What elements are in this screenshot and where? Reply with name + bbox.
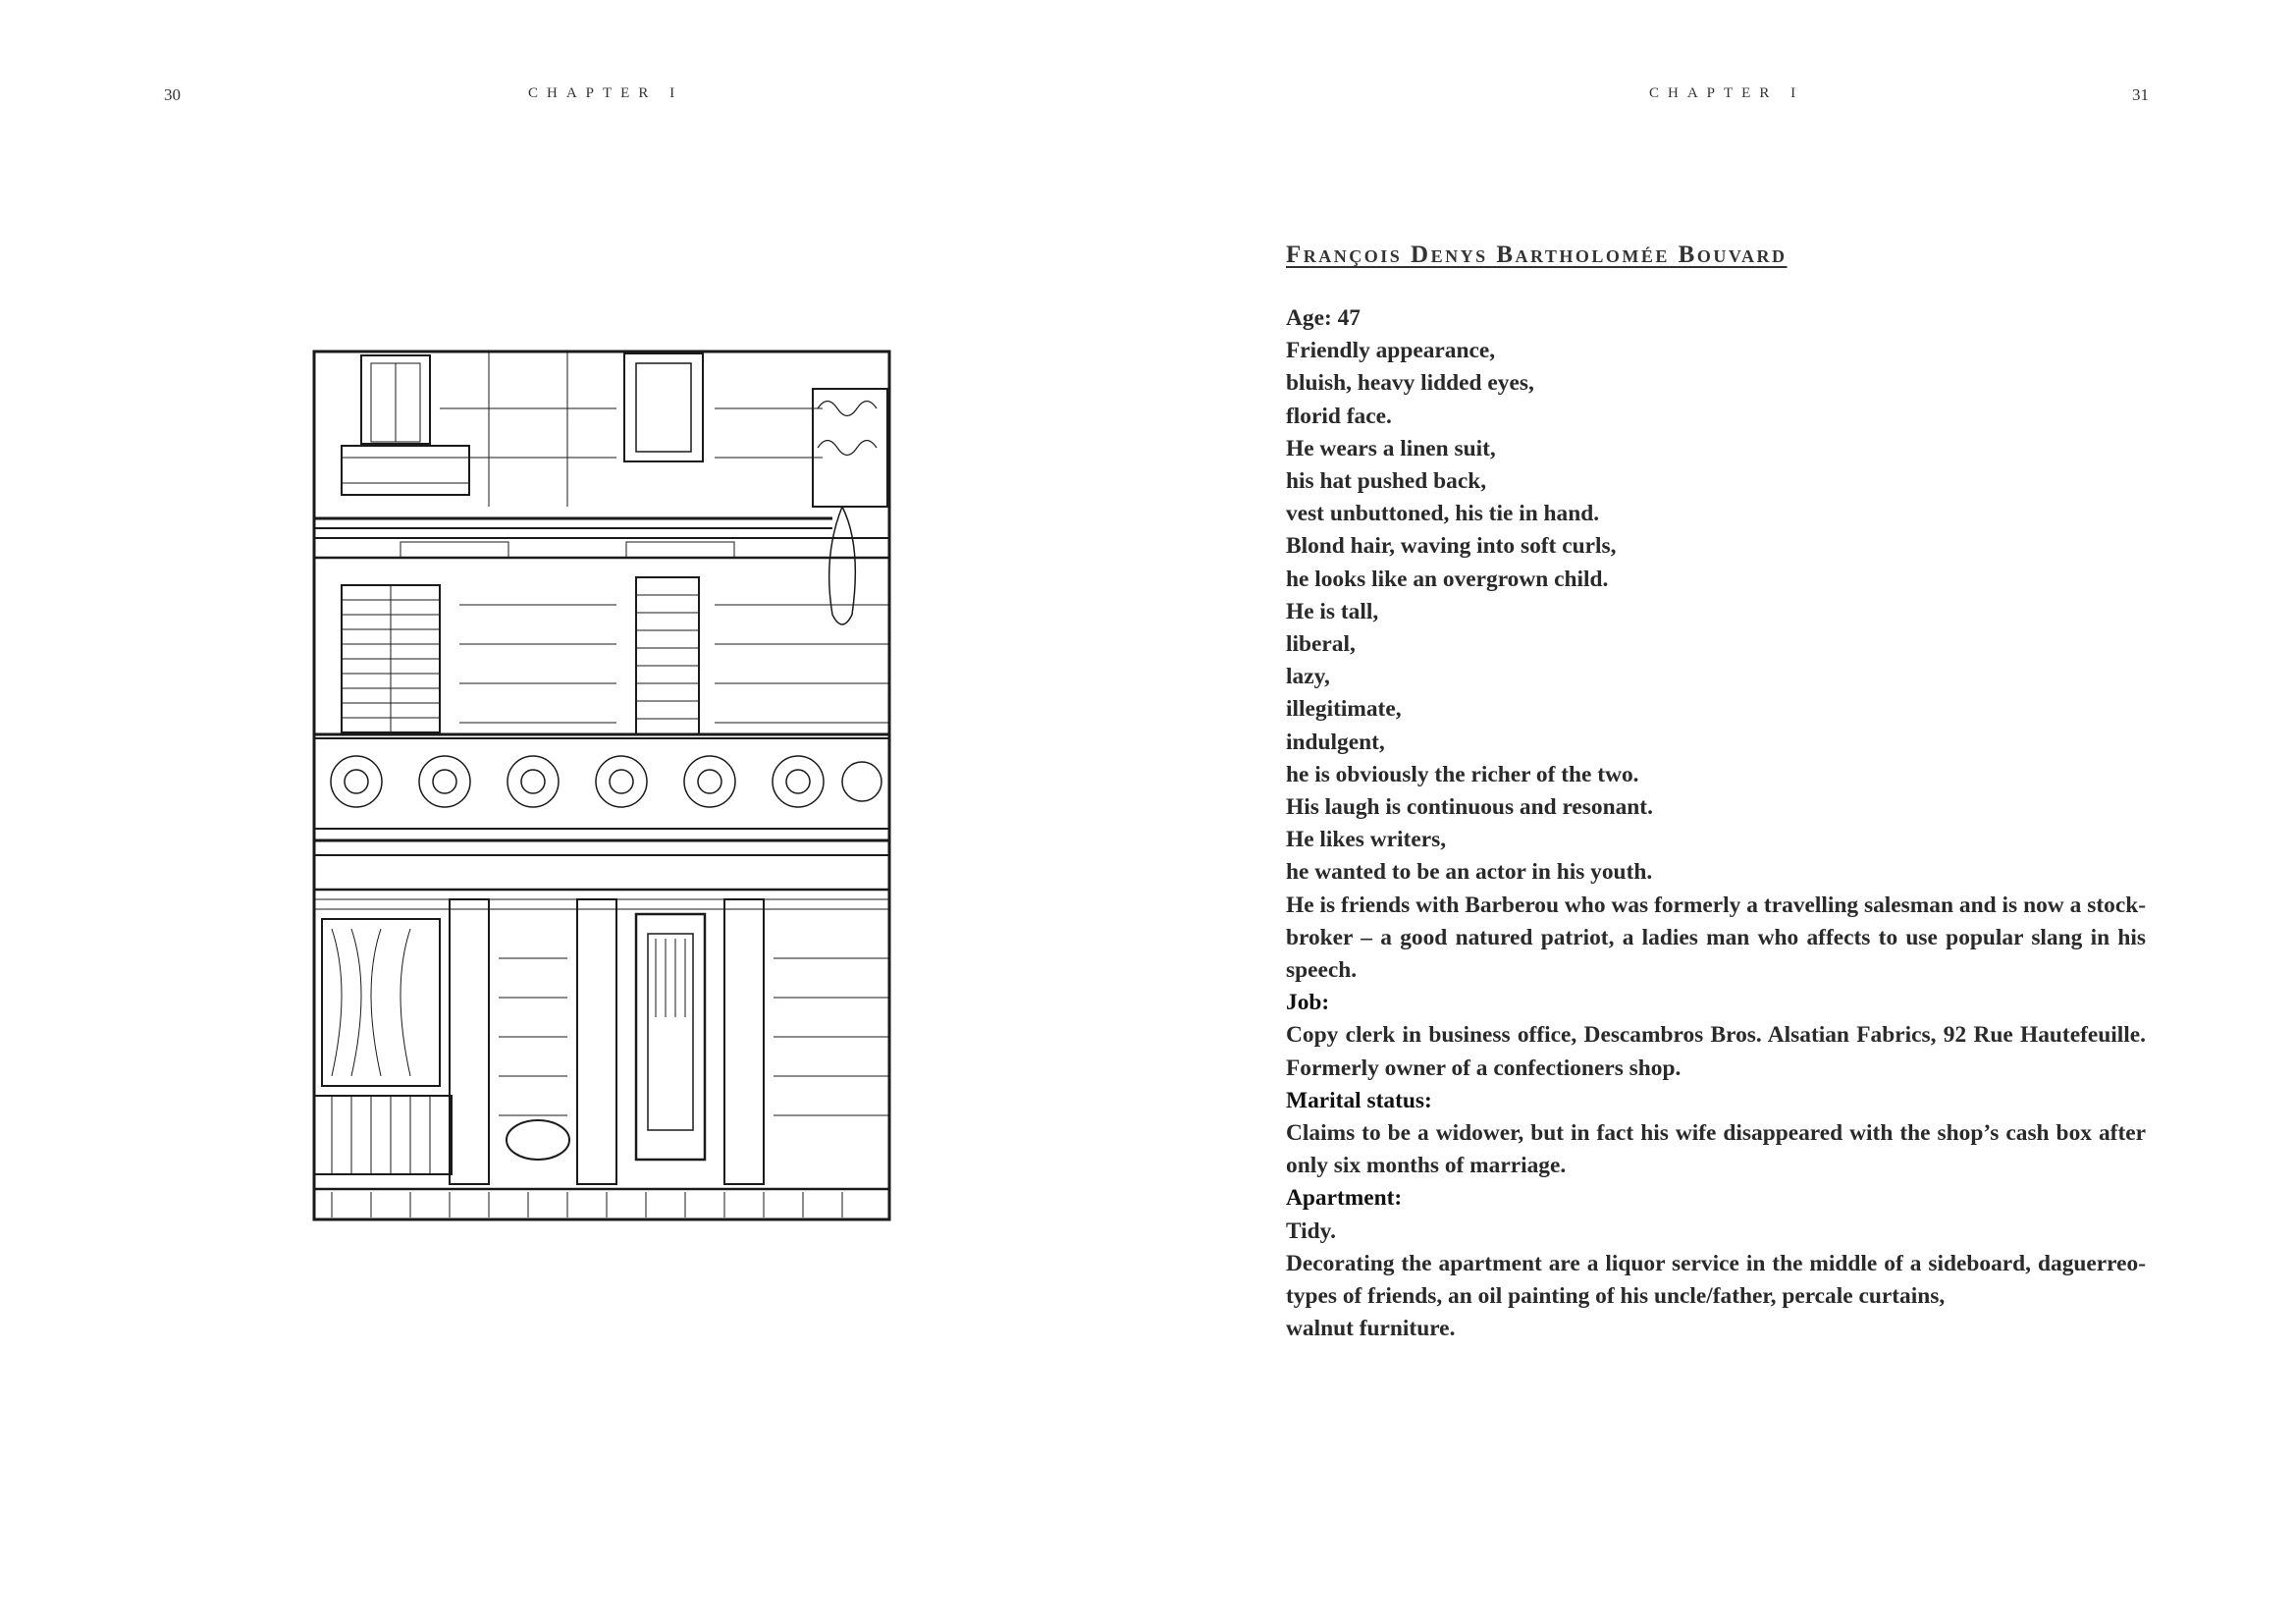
profile-line: Tidy. [1286, 1217, 1336, 1244]
profile-line: Age: 47 [1286, 305, 1361, 331]
profile-line: speech. [1286, 957, 1358, 984]
profile-line: His laugh is continuous and resonant. [1286, 794, 1653, 821]
profile-line: Decorating the apartment are a liquor service in the middle of a sideboard, daguerreo- [1286, 1250, 2146, 1276]
page-number-right: 31 [2132, 85, 2149, 104]
profile-line: his hat pushed back, [1286, 468, 1487, 495]
profile-body [1286, 302, 2146, 1346]
profile-line: indulgent, [1286, 729, 1385, 755]
building-facade-drawing-icon [312, 350, 891, 1221]
profile-line: liberal, [1286, 631, 1356, 658]
profile-section-heading: Job: [1286, 990, 1330, 1016]
profile-line: bluish, heavy lidded eyes, [1286, 370, 1534, 397]
profile-line: Formerly owner of a confectioners shop. [1286, 1055, 1682, 1081]
profile-line: florid face. [1286, 403, 1392, 429]
profile-title: François Denys Bartholomée Bouvard [1286, 242, 1788, 268]
profile-line: illegitimate, [1286, 696, 1402, 723]
profile-line: He wears a linen suit, [1286, 435, 1496, 461]
profile-line: types of friends, an oil painting of his uncle/father, percale curtains, [1286, 1283, 1946, 1310]
profile-line: Claims to be a widower, but in fact his wife disappeared with the shop’s cash box after [1286, 1120, 2146, 1147]
profile-text-column [1286, 242, 2146, 1346]
profile-line: He is tall, [1286, 598, 1379, 624]
profile-line: Blond hair, waving into soft curls, [1286, 533, 1617, 560]
profile-line: he is obviously the richer of the two. [1286, 761, 1639, 787]
profile-line: vest unbuttoned, his tie in hand. [1286, 501, 1600, 527]
profile-line: lazy, [1286, 664, 1330, 690]
page-number-left: 30 [164, 85, 181, 104]
profile-line: only six months of marriage. [1286, 1153, 1567, 1179]
profile-section-heading: Marital status: [1286, 1087, 1432, 1113]
running-head-right: CHAPTER I [1649, 85, 1805, 101]
profile-line: broker – a good natured patriot, a ladies man who affects to use popular slang in his [1286, 924, 2146, 950]
profile-line: he looks like an overgrown child. [1286, 566, 1609, 592]
running-head-left: CHAPTER I [528, 85, 684, 101]
profile-line: Friendly appearance, [1286, 338, 1496, 364]
profile-line: He is friends with Barberou who was formerly a travelling salesman and is now a stock- [1286, 892, 2146, 918]
profile-line: walnut furniture. [1286, 1316, 1456, 1342]
profile-line: He likes writers, [1286, 827, 1447, 853]
building-facade-illustration [312, 350, 891, 1221]
profile-section-heading: Apartment: [1286, 1185, 1403, 1212]
profile-line: he wanted to be an actor in his youth. [1286, 859, 1653, 886]
profile-line: Copy clerk in business office, Descambros Bros. Alsatian Fabrics, 92 Rue Hautefeuille. [1286, 1022, 2146, 1049]
